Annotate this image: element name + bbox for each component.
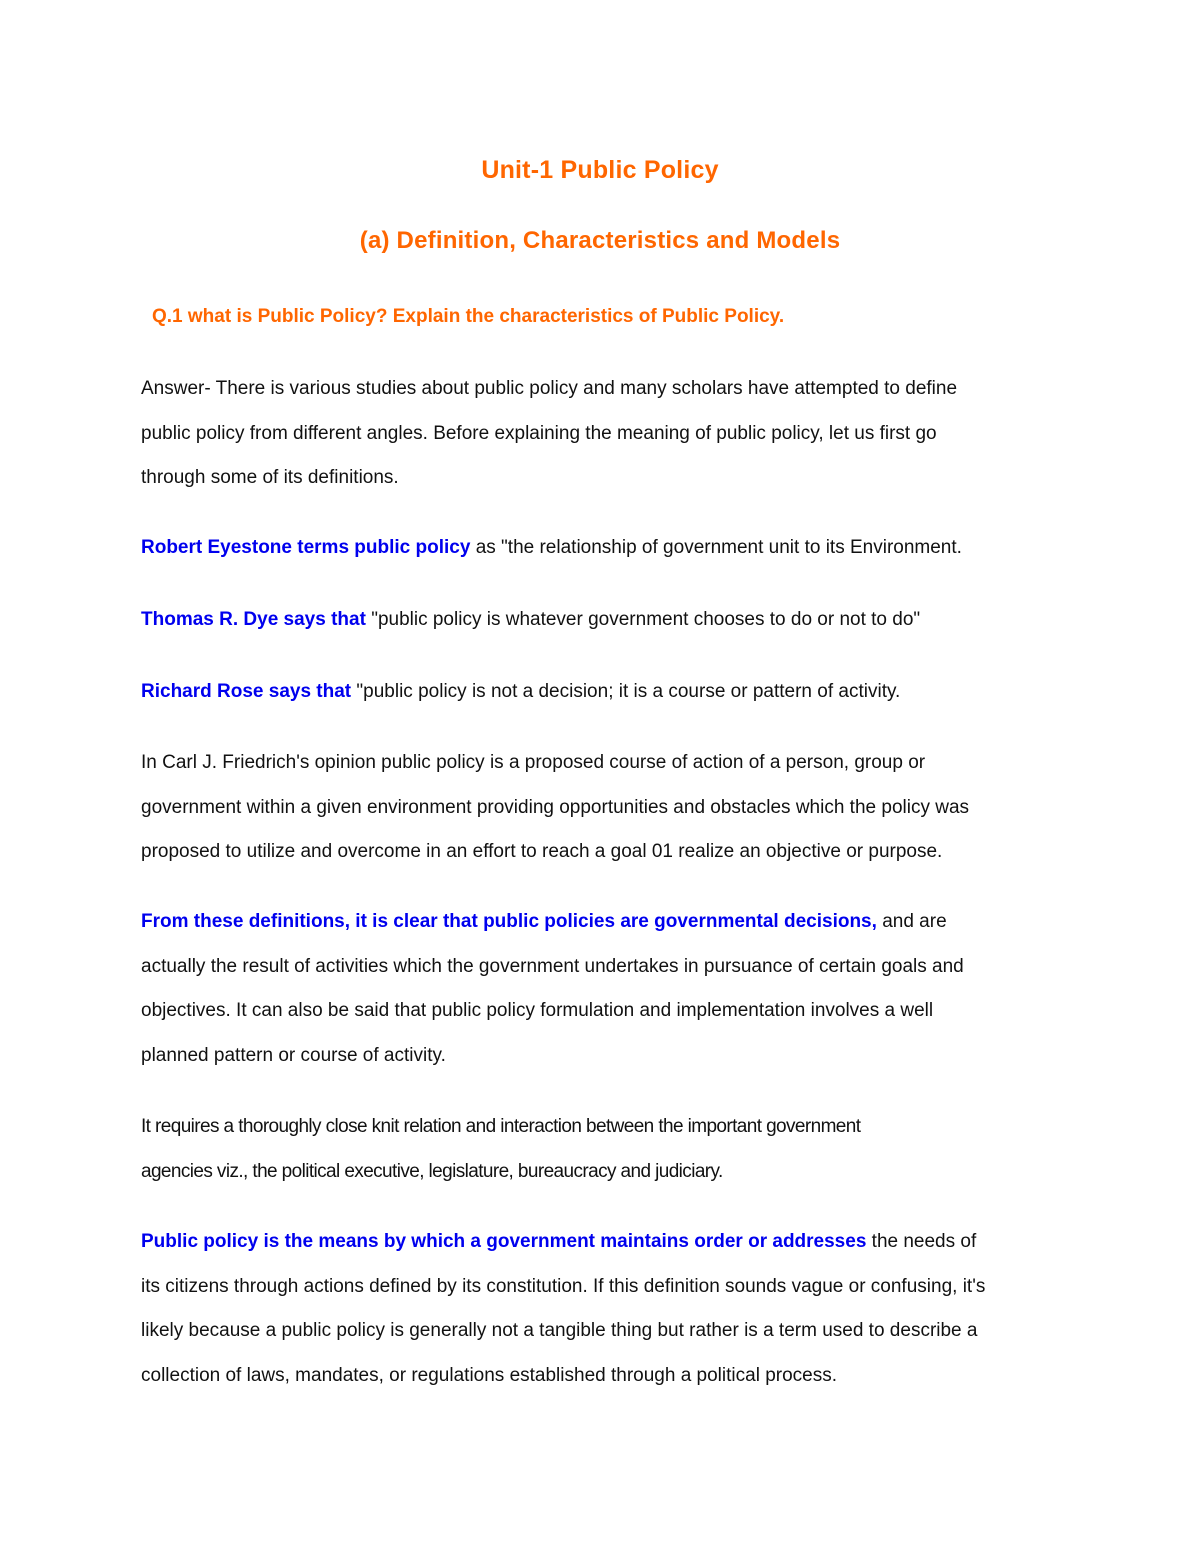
- text-line: objectives. It can also be said that public policy formulation and implementation involves a well: [141, 1000, 934, 1022]
- text-line: [141, 526, 1071, 571]
- text-line: [141, 900, 1071, 945]
- highlighted-phrase: From these definitions, it is clear that public policies are governmental decisions,: [141, 911, 877, 932]
- page-title: Unit-1 Public Policy: [481, 156, 719, 184]
- text-line: its citizens through actions defined by its constitution. If this definition sounds vague or confusing, it's: [141, 1275, 986, 1297]
- text-line: public policy from different angles. Before explaining the meaning of public policy, let us first go: [141, 422, 937, 444]
- eyestone-definition: [141, 526, 1071, 571]
- text-line: Answer- There is various studies about public policy and many scholars have attempted to define: [141, 378, 958, 399]
- text-line: actually the result of activities which the government undertakes in pursuance of certain goals and: [141, 955, 964, 977]
- definition-text: "public policy is whatever government chooses to do or not to do": [365, 609, 921, 630]
- text-line: agencies viz., the political executive, legislature, bureaucracy and judiciary.: [141, 1160, 723, 1182]
- text-line: through some of its definitions.: [141, 467, 399, 489]
- means-paragraph: [141, 1220, 1071, 1398]
- dye-definition: [141, 598, 1071, 643]
- definition-text: "public policy is not a decision; it is a course or pattern of activity.: [351, 681, 901, 702]
- requires-paragraph: [141, 1105, 1071, 1194]
- text-line: In Carl J. Friedrich's opinion public policy is a proposed course of action of a person, group or: [141, 752, 926, 773]
- rose-definition: [141, 670, 1071, 715]
- highlighted-author-phrase: Thomas R. Dye says that: [141, 609, 366, 630]
- definition-text: as "the relationship of government unit to its Environment.: [470, 537, 962, 558]
- text-line: [141, 598, 1071, 643]
- text-line: proposed to utilize and overcome in an effort to reach a goal 01 realize an objective or purpose.: [141, 841, 943, 863]
- text-line: collection of laws, mandates, or regulations established through a political process.: [141, 1364, 837, 1386]
- definitions-summary-paragraph: [141, 900, 1071, 1078]
- paragraph-text: and are: [876, 911, 947, 932]
- text-line: [141, 1220, 1071, 1265]
- paragraph-text: the needs of: [866, 1231, 977, 1252]
- highlighted-author-phrase: Richard Rose says that: [141, 681, 352, 702]
- highlighted-phrase: Public policy is the means by which a government maintains order or addresses: [141, 1231, 867, 1252]
- highlighted-author-phrase: Robert Eyestone terms public policy: [141, 537, 471, 558]
- text-line: planned pattern or course of activity.: [141, 1044, 446, 1066]
- text-line: [141, 670, 1071, 715]
- friedrich-paragraph: [141, 741, 1071, 875]
- answer-paragraph: [141, 367, 1071, 501]
- text-line: government within a given environment providing opportunities and obstacles which the policy was: [141, 796, 970, 818]
- text-line: It requires a thoroughly close knit relation and interaction between the important government: [141, 1116, 861, 1137]
- text-line: likely because a public policy is generally not a tangible thing but rather is a term used to describe a: [141, 1320, 978, 1342]
- question-heading: Q.1 what is Public Policy? Explain the characteristics of Public Policy.: [152, 306, 785, 327]
- section-subtitle: (a) Definition, Characteristics and Models: [359, 227, 841, 254]
